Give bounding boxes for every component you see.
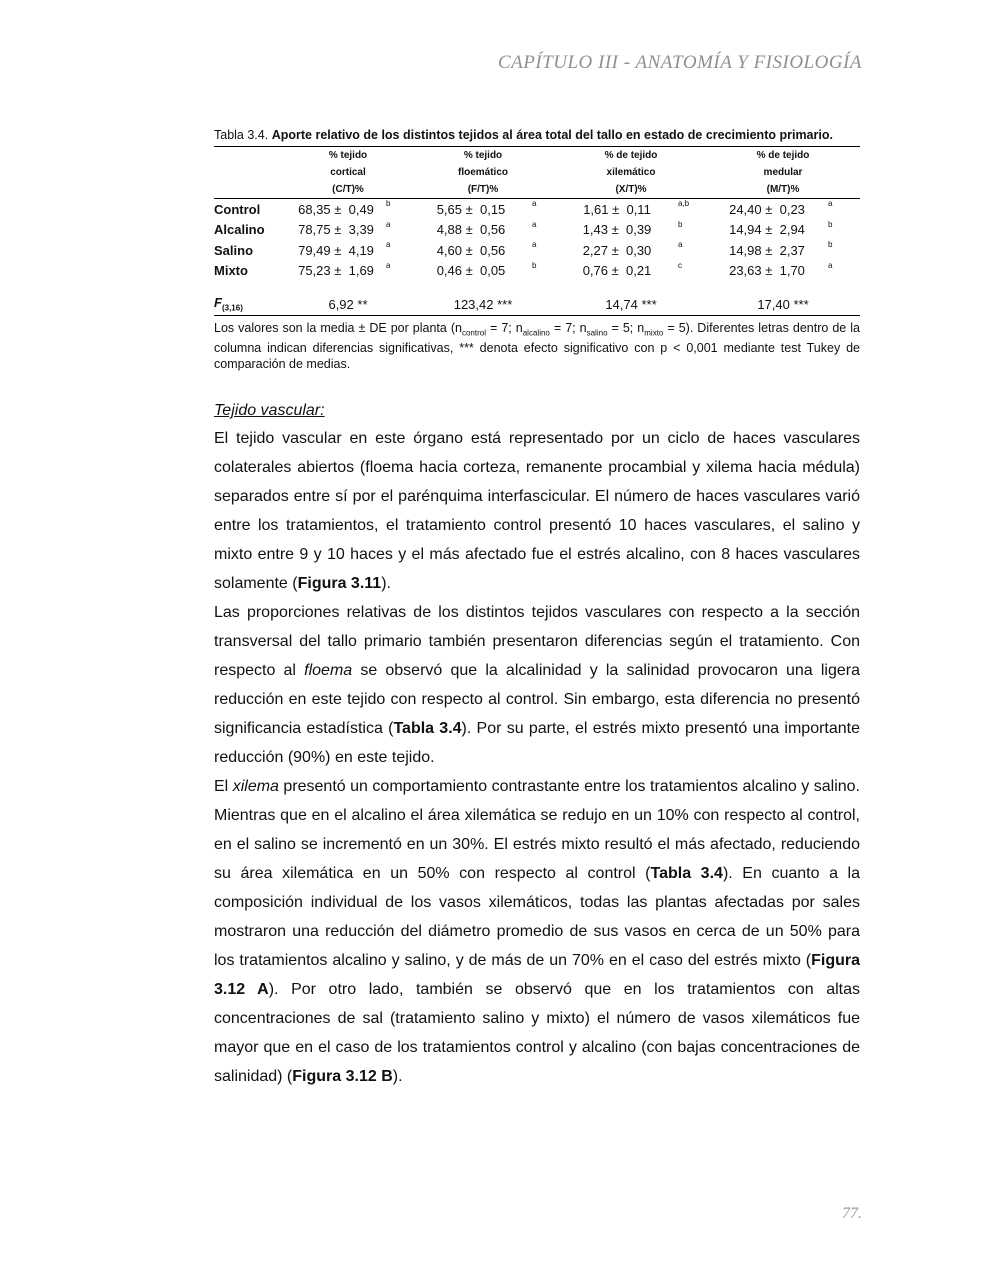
header-floematico <box>410 147 556 199</box>
cell-letter: a <box>678 240 683 249</box>
cell-letter: b <box>386 199 391 208</box>
cell-value: 4,88 ± 0,56 <box>436 222 506 238</box>
table-row <box>214 261 860 282</box>
header-line: (X/T)% <box>615 184 647 195</box>
table-row <box>214 240 860 261</box>
header-cortical <box>286 147 410 199</box>
cell-letter: a <box>532 219 537 229</box>
f-degrees: (3,16) <box>221 303 243 313</box>
f-letter: F <box>214 295 222 311</box>
f-label <box>214 293 286 316</box>
note-subscript: alcalino <box>522 328 550 338</box>
note-text: = 5; n <box>607 321 645 335</box>
cell-letter: a <box>532 199 537 208</box>
f-statistic-row <box>214 293 860 316</box>
cell-value: 75,23 ± 1,69 <box>298 263 374 279</box>
header-medular <box>706 147 860 199</box>
table-reference: Tabla 3.4 <box>650 865 723 882</box>
italic-term: xilema <box>232 778 279 795</box>
table-footnote <box>214 321 860 372</box>
table-header <box>214 147 860 199</box>
note-subscript: salino <box>586 328 608 338</box>
cell-letter: b <box>828 219 833 229</box>
cell-value: 5,65 ± 0,15 <box>436 201 506 217</box>
cell-letter: a <box>532 240 537 249</box>
paragraph-text: ). En cuanto a la composición individual de los vasos xilemáticos, todas las plantas afectadas por sales mostraron una reducción del diámetro promedio de sus vasos en cerca de un 50% para los tratamientos alcalino y salino, y de más de un 70% en el caso del estrés mixto ( <box>214 865 861 969</box>
cell-value: 68,35 ± 0,49 <box>298 201 374 217</box>
row-name: Alcalino <box>214 222 265 238</box>
page-number: 77. <box>842 1205 862 1222</box>
header-line: % de tejido <box>604 150 658 161</box>
cell-letter: a <box>386 260 391 270</box>
header-xilematico <box>556 147 706 199</box>
paragraph-3 <box>214 772 860 1091</box>
header-line: (C/T)% <box>332 184 364 195</box>
cell-letter: a <box>828 260 833 270</box>
row-name: Salino <box>214 242 254 258</box>
row-name: Control <box>214 201 261 217</box>
note-subscript: mixto <box>644 328 664 338</box>
cell-value: 24,40 ± 0,23 <box>729 201 805 217</box>
paragraph-text: El <box>214 778 233 795</box>
cell-value: 79,49 ± 4,19 <box>298 242 374 258</box>
table-caption-title: Aporte relativo de los distintos tejidos al área total del tallo en estado de crecimiento primario. <box>271 128 833 142</box>
figure-reference: Figura 3.12 A <box>214 952 860 998</box>
f-value: 123,42 *** <box>410 293 556 316</box>
section-title: Tejido vascular: <box>214 402 325 419</box>
header-empty <box>214 147 286 199</box>
row-name: Mixto <box>214 263 248 279</box>
data-table <box>214 146 860 316</box>
header-line: % de tejido <box>756 150 810 161</box>
cell-letter: b <box>678 219 683 229</box>
cell-letter: b <box>828 240 833 249</box>
header-line: (M/T)% <box>766 184 800 195</box>
italic-term: floema <box>304 662 353 679</box>
f-value: 6,92 ** <box>286 293 410 316</box>
cell-letter: a <box>386 219 391 229</box>
spacer-cell <box>214 281 860 293</box>
figure-reference: Figura 3.11 <box>297 575 382 592</box>
paragraph-text: Las proporciones relativas de los distintos tejidos vasculares con respecto a la sección transversal del tallo primario también presentaron diferencias según el tratamiento. Con respecto al <box>214 604 860 679</box>
note-text: = 5). Diferentes letras dentro de la columna indican diferencias significativas, *** denota efecto significativo con p < 0,001 mediante test Tukey de comparación de medias. <box>214 321 860 371</box>
note-text: Los valores son la media ± DE por planta (n <box>214 321 462 335</box>
table-reference: Tabla 3.4 <box>393 720 462 737</box>
cell-value: 78,75 ± 3,39 <box>298 222 374 238</box>
paragraph-text: se observó que la alcalinidad y la salinidad provocaron una ligera reducción en este tejido con respecto al control. Sin embargo, esta diferencia no presentó significancia estadística ( <box>214 662 860 737</box>
cell-value: 1,43 ± 0,39 <box>582 222 652 238</box>
cell-value: 0,46 ± 0,05 <box>436 263 506 279</box>
header-line: xilemático <box>606 167 656 178</box>
cell-letter: a <box>828 199 833 208</box>
cell-letter: a,b <box>678 199 690 208</box>
table-caption-prefix: Tabla 3.4. <box>214 128 269 142</box>
cell-value: 4,60 ± 0,56 <box>436 242 506 258</box>
paragraph-2 <box>214 598 860 772</box>
paragraph-text: ). Por otro lado, también se observó que en los tratamientos con altas concentraciones de sal (tratamiento salino y mixto) el número de vasos xilemáticos fue mayor que en el caso de los tratamientos control y alcalino (con bajas concentraciones de salinidad) ( <box>214 981 861 1085</box>
cell-value: 23,63 ± 1,70 <box>729 263 805 279</box>
cell-value: 1,61 ± 0,11 <box>583 201 651 217</box>
running-header: CAPÍTULO III - ANATOMÍA Y FISIOLOGÍA <box>497 52 862 73</box>
f-value: 17,40 *** <box>706 293 860 316</box>
cell-value: 14,98 ± 2,37 <box>729 242 805 258</box>
table-row <box>214 220 860 241</box>
note-subscript: control <box>461 328 486 338</box>
figure-reference: Figura 3.12 B <box>292 1068 393 1085</box>
table-spacer-row <box>214 281 860 293</box>
paragraph-text: El tejido vascular en este órgano está representado por un ciclo de haces vasculares colaterales abiertos (floema hacia corteza, remanente procambial y xilema hacia médula) separados entre sí por el parénquima interfascicular. El número de haces vasculares varió entre los tratamientos, el tratamiento control presentó 10 haces vasculares, el salino y mixto entre 9 y 10 haces y el más afectado fue el estrés alcalino, con 8 haces vasculares solamente ( <box>214 430 860 592</box>
header-line: % tejido <box>463 150 503 161</box>
header-line: (F/T)% <box>467 184 499 195</box>
note-text: = 7; n <box>549 321 587 335</box>
cell-letter: a <box>386 240 391 249</box>
header-line: floemático <box>457 167 508 178</box>
cell-value: 2,27 ± 0,30 <box>582 242 652 258</box>
paragraph-1 <box>214 424 860 598</box>
cell-letter: c <box>678 260 682 270</box>
paragraph-text: ). <box>392 1068 403 1085</box>
header-line: % tejido <box>328 150 368 161</box>
cell-value: 0,76 ± 0,21 <box>582 263 652 279</box>
cell-value: 14,94 ± 2,94 <box>729 222 805 238</box>
paragraph-text: ). <box>381 575 391 592</box>
header-line: cortical <box>330 167 366 178</box>
note-text: = 7; n <box>486 321 523 335</box>
header-line: medular <box>763 167 803 178</box>
table-row <box>214 199 860 220</box>
f-value: 14,74 *** <box>556 293 706 316</box>
table-body <box>214 199 860 316</box>
table-caption <box>214 128 860 143</box>
page-content <box>214 128 860 1091</box>
cell-letter: b <box>532 260 537 270</box>
paragraph-text: presentó un comportamiento contrastante entre los tratamientos alcalino y salino. Mientras que en el alcalino el área xilemática se redujo en un 10% con respecto al control, en el salino se incrementó en un 30%. El estrés mixto resultó el más afectado, reduciendo su área xilemática en un 50% con respecto al control ( <box>214 778 860 882</box>
paragraph-text: ). Por su parte, el estrés mixto presentó una importante reducción (90%) en este tejido. <box>214 720 861 766</box>
